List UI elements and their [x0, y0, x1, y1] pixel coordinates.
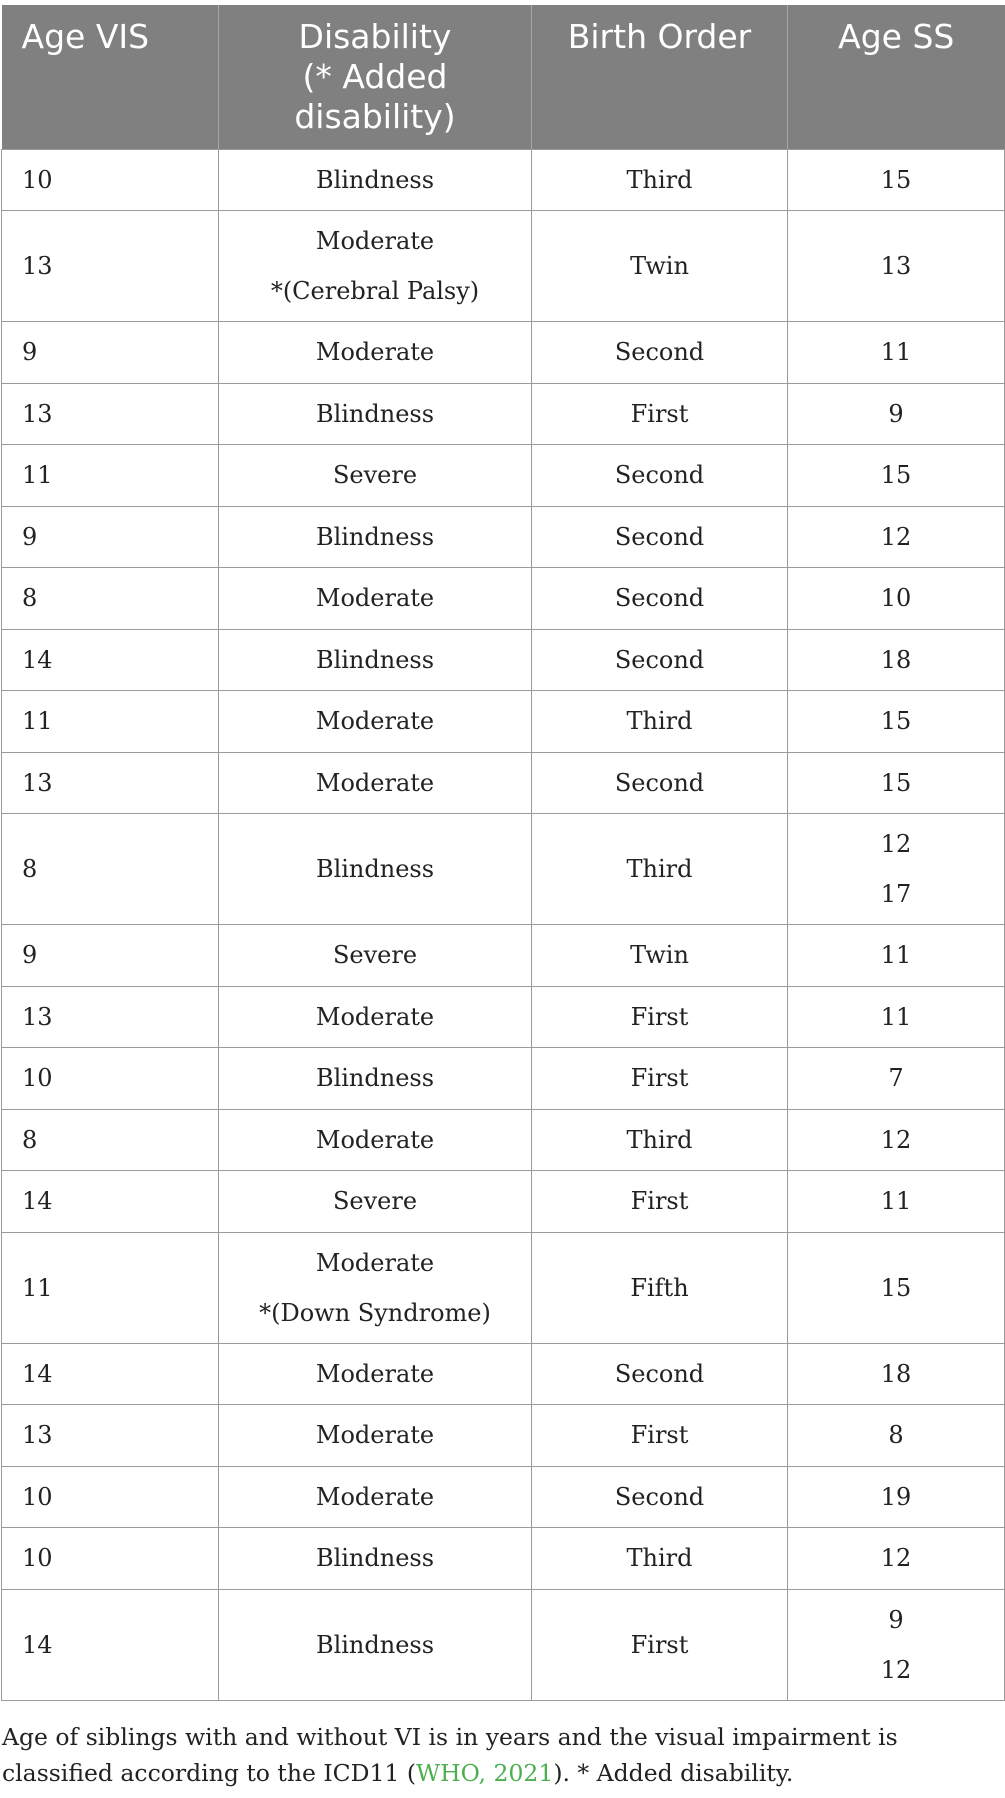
cell-age-ss — [788, 1466, 1005, 1528]
cell-age-ss — [788, 568, 1005, 630]
table-row — [2, 925, 1005, 987]
cell-disability-line: Moderate — [315, 1002, 435, 1031]
header-birth-order: Birth Order — [532, 5, 788, 149]
cell-disability — [219, 149, 532, 211]
cell-birth-order: First — [532, 1171, 788, 1233]
cell-age-ss-line: 15 — [880, 707, 912, 736]
cell-birth-order: First — [532, 1048, 788, 1110]
table-row — [2, 1405, 1005, 1467]
cell-age-vis: 14 — [2, 1171, 219, 1233]
cell-age-ss-line: 11 — [880, 338, 912, 367]
table-body — [2, 149, 1005, 1700]
table-header — [2, 5, 1005, 149]
cell-age-vis: 8 — [2, 1109, 219, 1171]
cell-birth-order: Second — [532, 445, 788, 507]
table-row — [2, 568, 1005, 630]
cell-age-vis: 14 — [2, 629, 219, 691]
cell-disability-line: Severe — [332, 1187, 418, 1216]
cell-disability-line: Moderate — [315, 338, 435, 367]
cell-age-ss-line: 12 — [880, 522, 912, 551]
cell-disability-line: Moderate — [315, 584, 435, 613]
cell-age-ss — [788, 506, 1005, 568]
cell-age-ss-line: 15 — [880, 461, 912, 490]
caption-text: Age of siblings with and without VI is in years and the visual impairment is classified according to the ICD11 ( — [2, 1723, 898, 1787]
cell-age-ss-line: 12 — [880, 1655, 912, 1684]
cell-age-vis: 9 — [2, 506, 219, 568]
cell-birth-order: First — [532, 986, 788, 1048]
cell-birth-order: Fifth — [532, 1232, 788, 1343]
cell-age-ss-line: 18 — [880, 1359, 912, 1388]
cell-age-vis: 11 — [2, 691, 219, 753]
cell-birth-order: Second — [532, 752, 788, 814]
cell-age-ss — [788, 691, 1005, 753]
cell-age-ss-line: 15 — [880, 165, 912, 194]
table-row — [2, 691, 1005, 753]
cell-age-ss-line: 12 — [880, 1544, 912, 1573]
cell-disability-line: Moderate — [315, 1125, 435, 1154]
cell-age-vis: 13 — [2, 1405, 219, 1467]
cell-birth-order: Second — [532, 1343, 788, 1405]
cell-age-ss — [788, 1109, 1005, 1171]
cell-age-ss-line: 13 — [880, 252, 912, 280]
cell-age-ss — [788, 1528, 1005, 1590]
cell-birth-order: Third — [532, 1528, 788, 1590]
cell-disability — [219, 1589, 532, 1700]
cell-age-ss — [788, 986, 1005, 1048]
header-age-vis: Age VIS — [2, 5, 219, 149]
cell-age-ss — [788, 1405, 1005, 1467]
cell-birth-order: First — [532, 1405, 788, 1467]
cell-disability — [219, 925, 532, 987]
table-row — [2, 445, 1005, 507]
cell-birth-order: Third — [532, 1109, 788, 1171]
cell-age-ss-line: 9 — [888, 399, 904, 428]
cell-disability-line: Blindness — [315, 165, 435, 194]
cell-birth-order: Second — [532, 568, 788, 630]
cell-age-ss-line: 18 — [880, 645, 912, 674]
cell-age-ss — [788, 445, 1005, 507]
header-disability-line: (* Added — [302, 57, 448, 96]
cell-disability-line: *(Cerebral Palsy) — [270, 277, 480, 305]
cell-birth-order: Second — [532, 506, 788, 568]
table-row — [2, 1466, 1005, 1528]
cell-age-ss-line: 9 — [888, 1605, 904, 1634]
cell-disability — [219, 1109, 532, 1171]
table-row — [2, 383, 1005, 445]
cell-age-vis: 14 — [2, 1343, 219, 1405]
table-row — [2, 752, 1005, 814]
cell-disability — [219, 1048, 532, 1110]
table-row — [2, 1048, 1005, 1110]
cell-age-ss-line: 17 — [880, 880, 912, 908]
cell-disability-line: Moderate — [315, 1359, 435, 1388]
cell-age-ss — [788, 383, 1005, 445]
table-row — [2, 1171, 1005, 1233]
header-disability-line: Disability — [298, 17, 452, 56]
cell-disability-line: Moderate — [315, 768, 435, 797]
caption-text-end: ). * Added disability. — [553, 1759, 794, 1787]
table-caption — [2, 1719, 1002, 1791]
cell-age-vis: 14 — [2, 1589, 219, 1700]
table-row — [2, 322, 1005, 384]
cell-age-ss — [788, 752, 1005, 814]
cell-age-ss-line: 7 — [888, 1064, 904, 1093]
cell-disability-line: Moderate — [315, 227, 435, 255]
cell-disability-line: Severe — [332, 941, 418, 970]
cell-age-ss — [788, 1171, 1005, 1233]
table-row — [2, 1109, 1005, 1171]
cell-disability — [219, 1232, 532, 1343]
cell-age-ss-line: 15 — [880, 1273, 912, 1302]
cell-disability-line: Moderate — [315, 1421, 435, 1450]
header-disability — [219, 5, 532, 149]
cell-disability-line: Blindness — [315, 399, 435, 428]
cell-age-vis: 13 — [2, 211, 219, 322]
cell-age-vis: 9 — [2, 322, 219, 384]
cell-age-ss-line: 15 — [880, 768, 912, 797]
cell-age-ss-line: 11 — [880, 941, 912, 970]
table-row — [2, 1232, 1005, 1343]
cell-age-vis: 10 — [2, 1528, 219, 1590]
cell-age-vis: 10 — [2, 1048, 219, 1110]
cell-birth-order: Second — [532, 322, 788, 384]
cell-age-ss — [788, 629, 1005, 691]
cell-age-ss-line: 12 — [880, 830, 912, 858]
cell-disability-line: Severe — [332, 461, 418, 490]
cell-disability-line: Blindness — [315, 855, 435, 883]
cell-disability — [219, 322, 532, 384]
cell-disability-line: Moderate — [315, 707, 435, 736]
cell-disability-line: Moderate — [315, 1482, 435, 1511]
table-row — [2, 814, 1005, 925]
cell-disability — [219, 1171, 532, 1233]
table-row — [2, 149, 1005, 211]
cell-disability — [219, 445, 532, 507]
table-row — [2, 629, 1005, 691]
table-row — [2, 1528, 1005, 1590]
cell-age-ss — [788, 1232, 1005, 1343]
cell-age-vis: 13 — [2, 383, 219, 445]
table-row — [2, 211, 1005, 322]
cell-disability-line: Blindness — [315, 645, 435, 674]
cell-disability — [219, 568, 532, 630]
cell-disability — [219, 1466, 532, 1528]
cell-age-vis: 8 — [2, 814, 219, 925]
table-row — [2, 1343, 1005, 1405]
cell-disability — [219, 629, 532, 691]
cell-age-ss — [788, 925, 1005, 987]
cell-age-ss — [788, 1589, 1005, 1700]
cell-birth-order: Second — [532, 1466, 788, 1528]
cell-age-ss-line: 12 — [880, 1125, 912, 1154]
cell-disability — [219, 1528, 532, 1590]
cell-age-ss-line: 8 — [888, 1421, 904, 1450]
table-row — [2, 1589, 1005, 1700]
cell-disability — [219, 211, 532, 322]
cell-age-ss-line: 11 — [880, 1002, 912, 1031]
cell-age-vis: 13 — [2, 752, 219, 814]
cell-age-vis: 10 — [2, 149, 219, 211]
cell-disability-line: Blindness — [315, 1630, 435, 1659]
cell-disability-line: *(Down Syndrome) — [259, 1298, 491, 1327]
cell-birth-order: Third — [532, 814, 788, 925]
cell-disability — [219, 506, 532, 568]
cell-age-ss-line: 10 — [880, 584, 912, 613]
cell-disability — [219, 752, 532, 814]
cell-disability-line: Blindness — [315, 1064, 435, 1093]
cell-age-ss — [788, 1048, 1005, 1110]
cell-birth-order: Second — [532, 629, 788, 691]
cell-birth-order: Twin — [532, 925, 788, 987]
cell-age-vis: 10 — [2, 1466, 219, 1528]
cell-age-vis: 9 — [2, 925, 219, 987]
header-row — [2, 5, 1005, 149]
caption-citation-link[interactable]: WHO, 2021 — [416, 1759, 554, 1787]
cell-birth-order: First — [532, 1589, 788, 1700]
header-disability-line: disability) — [294, 97, 456, 136]
cell-age-ss — [788, 149, 1005, 211]
cell-age-ss — [788, 322, 1005, 384]
table-row — [2, 986, 1005, 1048]
table-row — [2, 506, 1005, 568]
cell-age-ss — [788, 1343, 1005, 1405]
cell-age-ss-line: 19 — [880, 1482, 912, 1511]
cell-disability — [219, 814, 532, 925]
cell-birth-order: Twin — [532, 211, 788, 322]
cell-birth-order: Third — [532, 691, 788, 753]
cell-disability-line: Blindness — [315, 1544, 435, 1573]
cell-disability — [219, 691, 532, 753]
cell-disability — [219, 1405, 532, 1467]
cell-age-vis: 8 — [2, 568, 219, 630]
cell-disability — [219, 383, 532, 445]
header-age-ss: Age SS — [788, 5, 1005, 149]
cell-birth-order: Third — [532, 149, 788, 211]
cell-birth-order: First — [532, 383, 788, 445]
cell-age-ss — [788, 814, 1005, 925]
cell-age-vis: 11 — [2, 1232, 219, 1343]
data-table — [1, 5, 1005, 1701]
cell-disability — [219, 986, 532, 1048]
cell-age-vis: 13 — [2, 986, 219, 1048]
cell-age-ss — [788, 211, 1005, 322]
cell-disability-line: Blindness — [315, 522, 435, 551]
cell-age-vis: 11 — [2, 445, 219, 507]
cell-age-ss-line: 11 — [880, 1187, 912, 1216]
cell-disability — [219, 1343, 532, 1405]
cell-disability-line: Moderate — [315, 1248, 435, 1277]
